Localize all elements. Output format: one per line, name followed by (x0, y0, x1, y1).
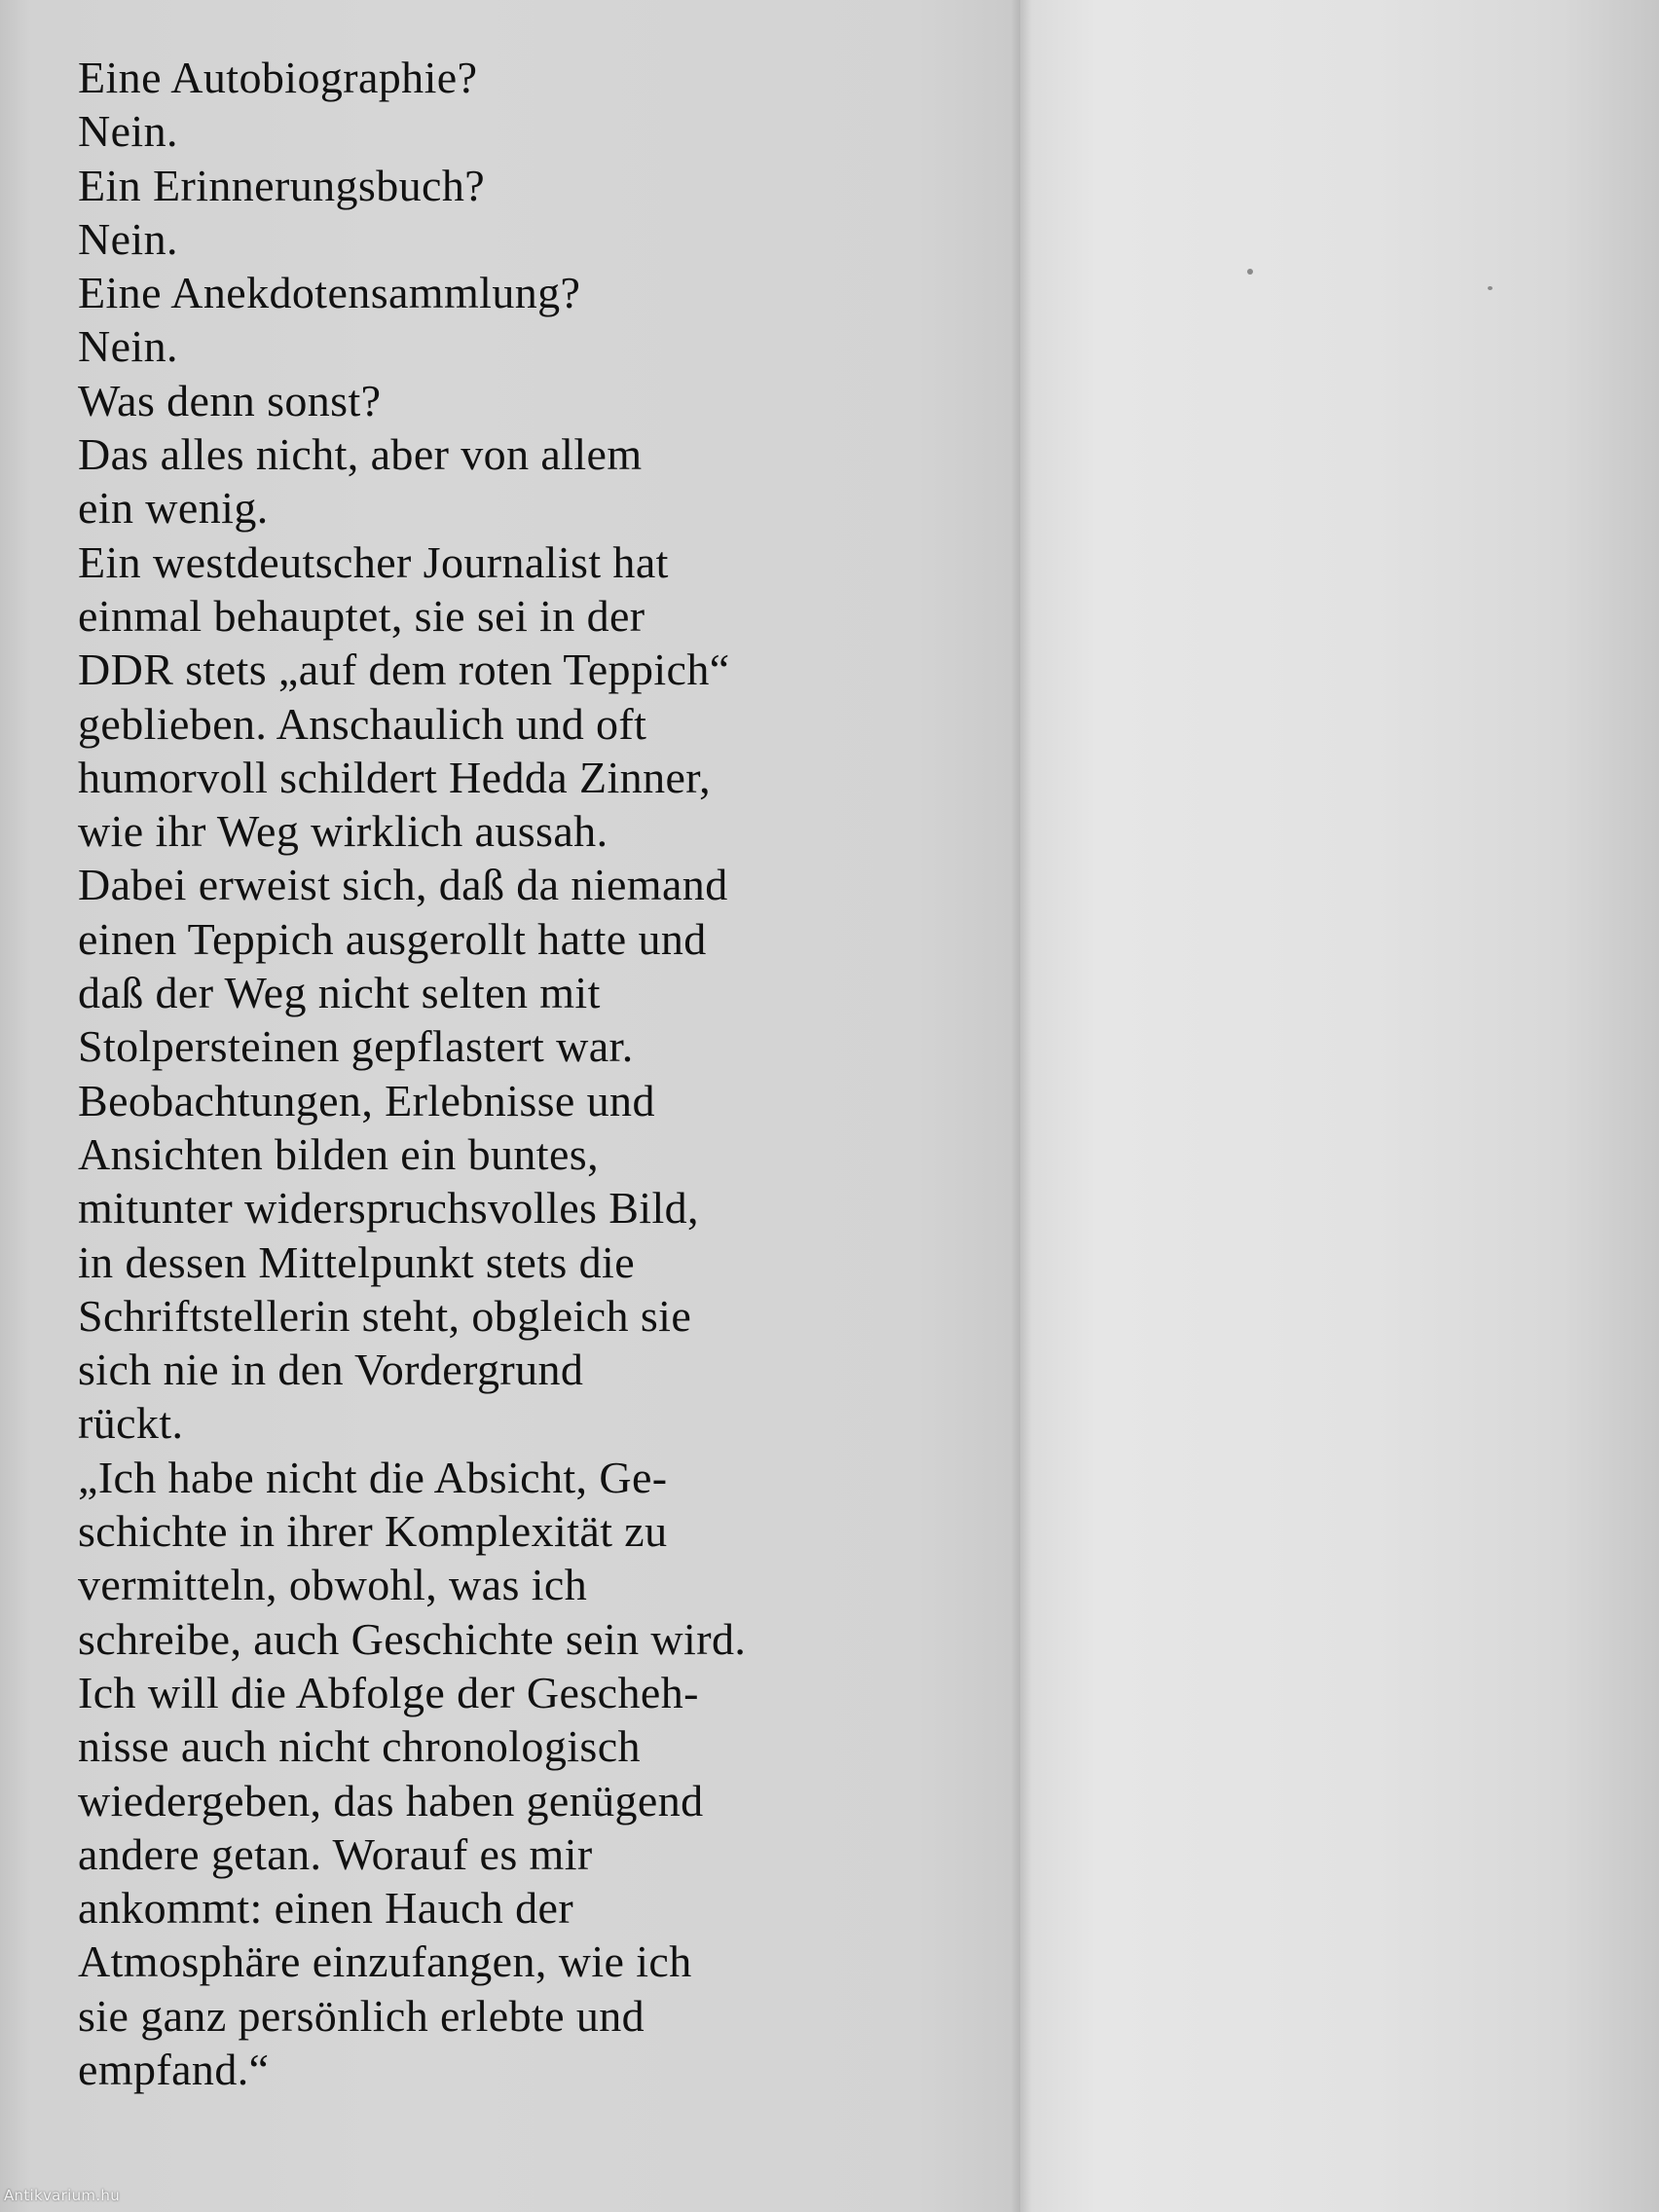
blurb-line: schichte in ihrer Komplexität zu (78, 1506, 668, 1557)
watermark-text: Antikvarium.hu (4, 2187, 121, 2204)
blurb-line: Stolpersteinen gepflastert war. (78, 1021, 634, 1072)
blurb-line: humorvoll schildert Hedda Zinner, (78, 752, 712, 802)
blurb-line: mitunter widerspruchsvolles Bild, (78, 1183, 699, 1234)
blurb-line: wie ihr Weg wirklich aussah. (78, 806, 608, 857)
blurb-line: „Ich habe nicht die Absicht, Ge- (78, 1452, 668, 1502)
blurb-line: Ich will die Abfolge der Gescheh- (78, 1667, 699, 1717)
blurb-line: daß der Weg nicht selten mit (78, 968, 601, 1018)
blurb-line: einen Teppich ausgerollt hatte und (78, 913, 707, 964)
paper-speck (1488, 286, 1493, 290)
blurb-line: sich nie in den Vordergrund (78, 1345, 584, 1395)
blurb-line: wiedergeben, das haben genügend (78, 1775, 704, 1825)
blurb-line: empfand.“ (78, 2044, 270, 2094)
right-page-blank (1020, 0, 1659, 2212)
blurb-text-block (78, 51, 954, 2096)
blurb-line: Was denn sonst? (78, 375, 382, 425)
blurb-line: rückt. (78, 1398, 184, 1449)
blurb-line: Ein Erinnerungsbuch? (78, 160, 486, 210)
blurb-line: Dabei erweist sich, daß da niemand (78, 860, 728, 910)
blurb-line: sie ganz persönlich erlebte und (78, 1990, 645, 2041)
blurb-line: Nein. (78, 213, 178, 264)
blurb-line: einmal behauptet, sie sei in der (78, 590, 645, 641)
blurb-line: Nein. (78, 106, 178, 157)
blurb-line: vermitteln, obwohl, was ich (78, 1560, 588, 1610)
blurb-line: in dessen Mittelpunkt stets die (78, 1236, 636, 1287)
page-fold-shadow (1011, 0, 1032, 2212)
blurb-line: Eine Anekdotensammlung? (78, 268, 581, 318)
blurb-line: ankommt: einen Hauch der (78, 1883, 574, 1934)
blurb-line: DDR stets „auf dem roten Teppich“ (78, 645, 730, 695)
blurb-line: Ein westdeutscher Journalist hat (78, 536, 669, 587)
blurb-line: schreibe, auch Geschichte sein wird. (78, 1613, 747, 1664)
paper-speck (1247, 269, 1253, 275)
blurb-line: Das alles nicht, aber von allem (78, 429, 643, 480)
blurb-line: Atmosphäre einzufangen, wie ich (78, 1936, 692, 1987)
blurb-line: andere getan. Worauf es mir (78, 1828, 593, 1879)
blurb-line: Beobachtungen, Erlebnisse und (78, 1075, 655, 1125)
blurb-line: Nein. (78, 321, 178, 372)
blurb-line: Schriftstellerin steht, obgleich sie (78, 1290, 692, 1341)
blurb-line: Eine Autobiographie? (78, 53, 478, 102)
blurb-line: ein wenig. (78, 483, 269, 534)
blurb-line: geblieben. Anschaulich und oft (78, 698, 647, 749)
blurb-line: Ansichten bilden ein buntes, (78, 1128, 599, 1179)
blurb-line: nisse auch nicht chronologisch (78, 1721, 641, 1772)
